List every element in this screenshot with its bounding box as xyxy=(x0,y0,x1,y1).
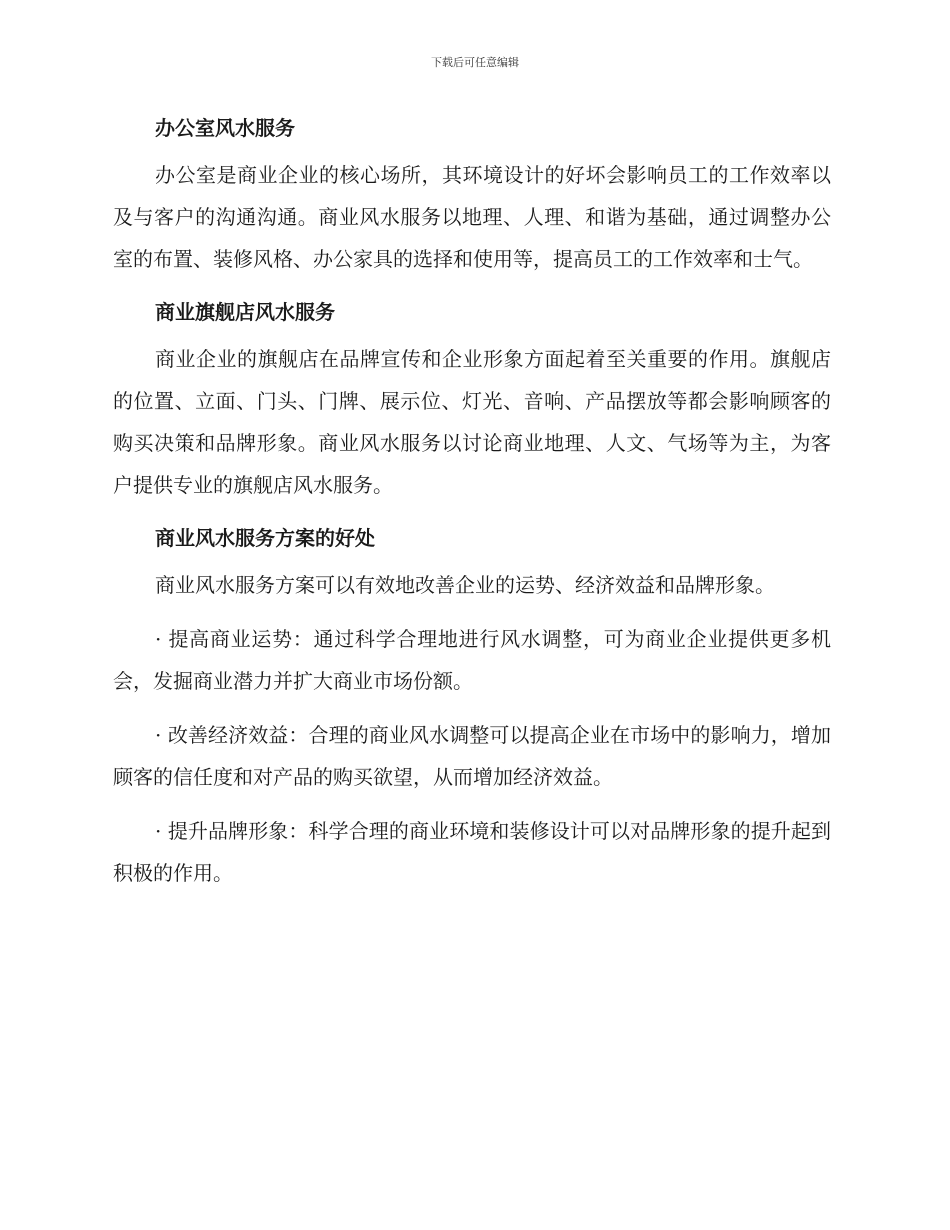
bullet-item-brand: · 提升品牌形象：科学合理的商业环境和装修设计可以对品牌形象的提升起到积极的作用。 xyxy=(113,819,831,885)
section-paragraph-benefits: 商业风水服务方案可以有效地改善企业的运势、经济效益和品牌形象。 xyxy=(155,573,775,597)
section-paragraph-flagship: 商业企业的旗舰店在品牌宣传和企业形象方面起着至关重要的作用。旗舰店的位置、立面、门头、门牌、展示位、灯光、音响、产品摆放等都会影响顾客的购买决策和品牌形象。商业风水服务以讨论商业地理、人文、气场等为主，为客户提供专业的旗舰店风水服务。 xyxy=(113,347,831,497)
bullet-item-fortune: · 提高商业运势：通过科学合理地进行风水调整，可为商业企业提供更多机会，发掘商业潜力并扩大商业市场份额。 xyxy=(113,627,831,693)
section-paragraph-office: 办公室是商业企业的核心场所，其环境设计的好坏会影响员工的工作效率以及与客户的沟通沟通。商业风水服务以地理、人理、和谐为基础，通过调整办公室的布置、装修风格、办公家具的选择和使用等，提高员工的工作效率和士气。 xyxy=(113,163,831,271)
bullet-item-economic: · 改善经济效益：合理的商业风水调整可以提高企业在市场中的影响力，增加顾客的信任度和对产品的购买欲望，从而增加经济效益。 xyxy=(113,723,831,789)
section-heading-flagship: 商业旗舰店风水服务 xyxy=(155,300,335,324)
page-header: 下载后可任意编辑 xyxy=(431,56,519,69)
section-heading-benefits: 商业风水服务方案的好处 xyxy=(155,526,375,550)
document-body xyxy=(113,108,831,906)
section-heading-office: 办公室风水服务 xyxy=(155,116,295,140)
